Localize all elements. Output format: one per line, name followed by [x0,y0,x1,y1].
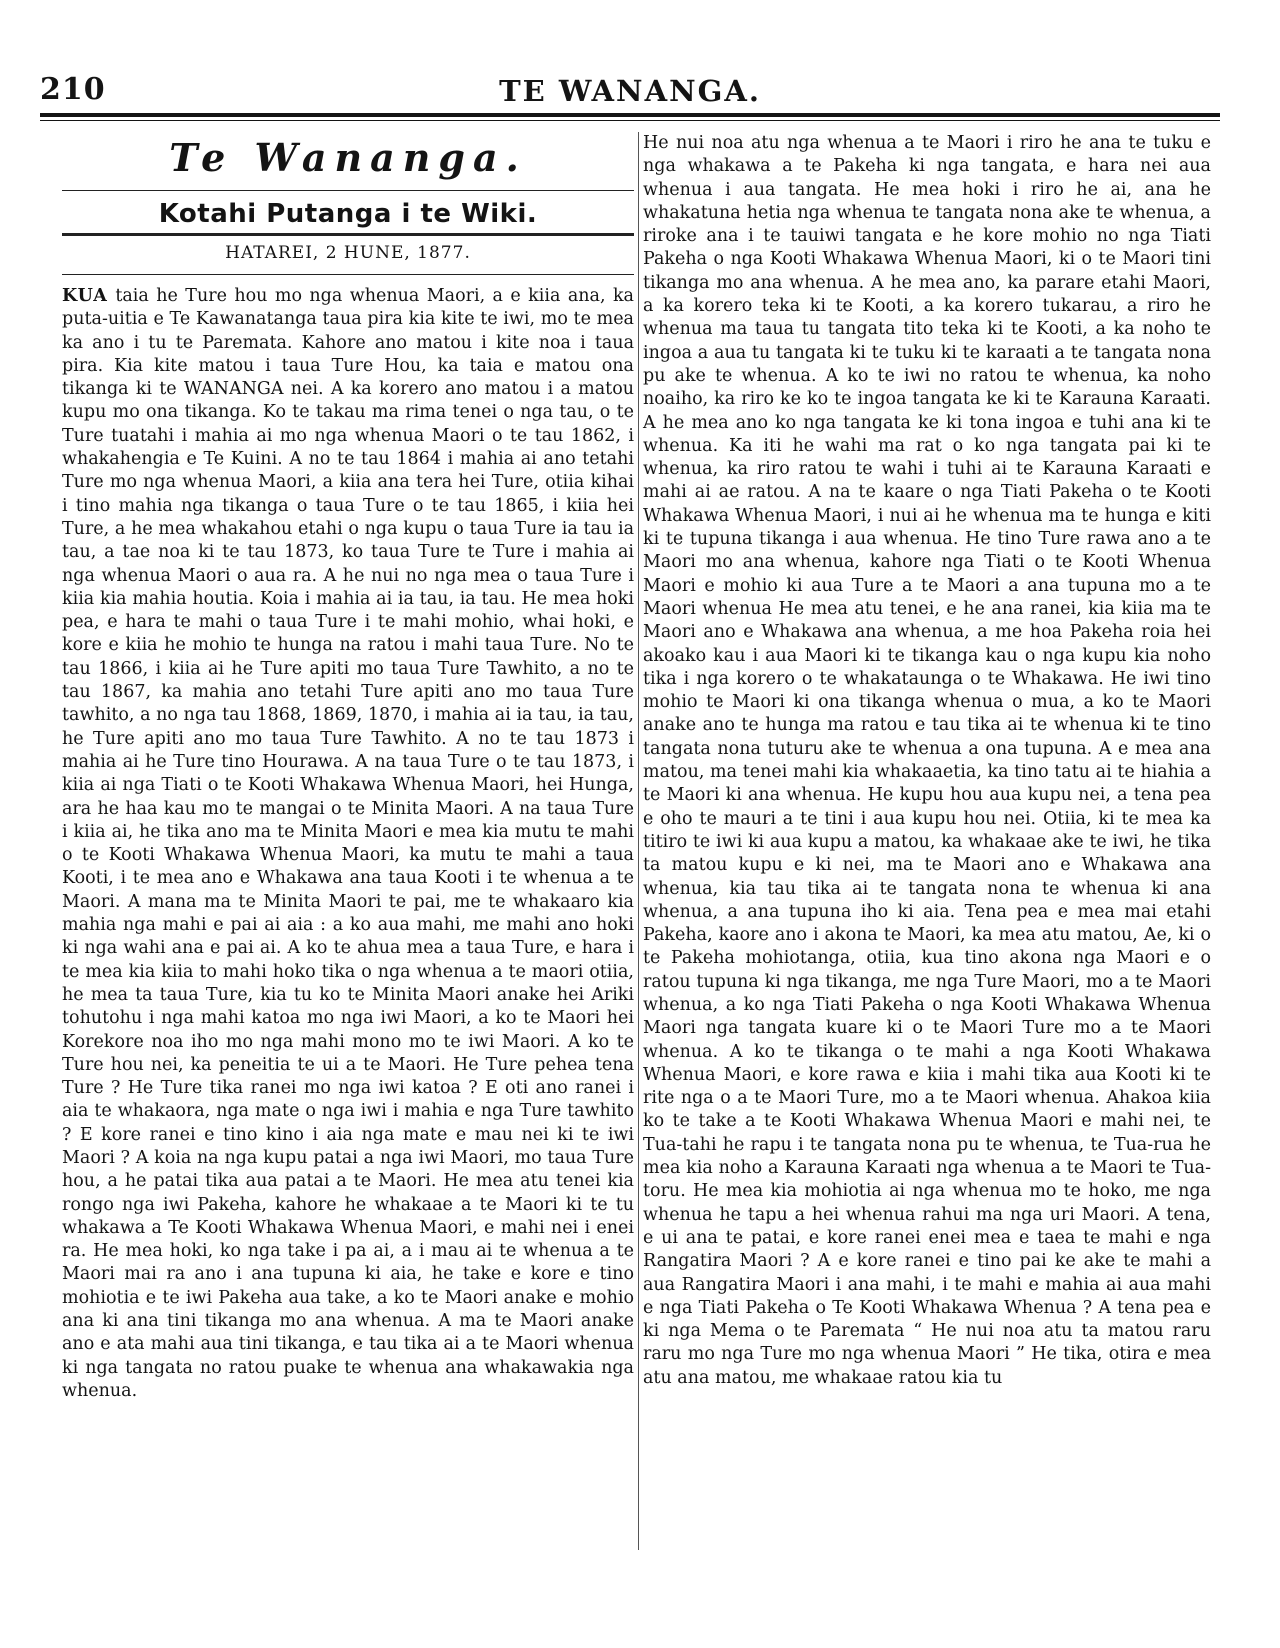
lead-word: KUA [62,286,108,306]
subtitle-rule [62,233,634,236]
issue-date: HATAREI, 2 HUNE, 1877. [225,243,471,263]
header-rule-thick [40,113,1220,117]
editorial-text-left [62,285,634,1403]
column-divider [638,132,639,1550]
masthead-rule [62,190,634,191]
page-number: 210 [40,72,106,107]
left-column [62,132,634,1403]
right-column [643,132,1211,1390]
date-rule [62,274,634,275]
editorial-text-right: He nui noa atu nga whenua a te Maori i riro he ana te tuku e nga whakawa a te Pakeha ki nga tangata, e hara nei aua whenua i aua tangata. He mea hoki i riro he ai, ana he whakatuna hetia nga whenua te tangata nona ake te whenua, a riroke ana i te tauiwi tangata e he kore mohio no nga Tiati Pakeha o nga Kooti Whakawa Whenua Maori, ki o te Maori tini tikanga mo ana whenua. A he mea ano, ka parare etahi Maori, a ka korero teka ki te Kooti, a ka korero tukarau, a riro he whenua ma taua tu tangata tito teka ki te Kooti, a ka noho te ingoa a aua tu tangata ki te tuku ki te karaati a te tangata nona pu ake te whenua. A ko te iwi no ratou te whenua, ka noho noaiho, ka riro ke ko te ingoa tangata ke ki te Karauna Karaati. A he mea ano ko nga tangata ke ki tona ingoa e tuhi ana ki te whenua. Ka iti he wahi ma rat o ko nga tangata pai ki te whenua, ka riro ratou te wahi i tuhi ai te Karauna Karaati e mahi ai ae ratou. A na te kaare o nga Tiati Pakeha o te Kooti Whakawa Whenua Maori, i nui ai he whenua ma te hunga e kiti ki te tupuna tikanga i aua whenua. He tino Ture rawa ano a te Maori mo ana whenua, kahore nga Tiati o te Kooti Whenua Maori e mohio ki aua Ture a te Maori a ana tupuna mo a te Maori whenua He mea atu tenei, e he ana ranei, kia kiia ma te Maori ano e Whakawa ana whenua, a me hoa Pakeha roia hei akoako kau i aua Maori ki te tikanga kau o nga kupu kia noho tika i nga korero o te whakataunga o te Whakawa. He iwi tino mohio te Maori ki ona tikanga whenua o mua, a ko te Maori anake ano te hunga ma ratou e tau tika ai te whenua ki te tino tangata nona tuturu ake te whenua a ona tupuna. A e mea ana matou, ma tenei mahi kia whakaaetia, ka tino tatu ai te hiahia a te Maori ki ana whenua. He kupu hou aua kupu nei, a tena pea e oho te mauri a te tini i aua kupu hou nei. Otiia, ki te mea ka titiro te iwi ki aua kupu a matou, ka whakaae ake te iwi, he tika ta matou kupu e ki nei, ma te Maori ano e Whakawa ana whenua, kia tau tika ai te tangata nona te whenua ki ana whenua, a ana tupuna iho ki aia. Tena pea e mea mai etahi Pakeha, kaore ano i akona te Maori, ka mea atu matou, Ae, ki o te Pakeha mohiotanga, otiia, kua tino akona nga Maori e o ratou tupuna ki nga tikanga, me nga Ture Maori, mo a te Maori whenua, a ko nga Tiati Pakeha o nga Kooti Whakawa Whenua Maori nga tangata kuare ki o te Maori Ture mo a te Maori whenua. A ko te tikanga o te mahi a nga Kooti Whakawa Whenua Maori, e kore rawa e kiia i mahi tika aua Kooti ki te rite nga o a te Maori Ture, mo a te Maori whenua. Ahakoa kiia ko te take a te Kooti Whakawa Whenua Maori e mahi nei, te Tua-tahi he rapu i te tangata nona pu te whenua, te Tua-rua he mea kia noho a Karauna Karaati nga whenua a te Maori te Tua-toru. He mea kia mohiotia ai nga whenua mo te hoko, me nga whenua he tapu a hei whenua rahui ma nga uri Maori. A tena, e ui ana te patai, e kore ranei enei mea e taea te mahi e nga Rangatira Maori ? A e kore ranei e tino pai ke ake te mahi a aua Rangatira Maori i ana mahi, i te mahi e mahia ai aua mahi e nga Tiati Pakeha o Te Kooti Whakawa Whenua ? A tena pea e ki nga Mema o te Paremata “ He nui noa atu ta matou raru raru mo nga Ture mo nga whenua Maori ” He tika, otira e mea atu ana matou, me whakaae ratou kia tu [643,133,1211,1388]
header-rule-thin [40,120,1220,121]
editorial-body-left: taia he Ture hou mo nga whenua Maori, a e kiia ana, ka puta-uitia e Te Kawanatanga taua pira kia kite te iwi, mo te mea ka ano i tu te Paremata. Kahore ano matou i kite noa i taua pira. Kia kite matou i taua Ture Hou, ka taia e matou ona tikanga ki te WANANGA nei. A ka korero ano matou i a matou kupu mo ona tikanga. Ko te takau ma rima tenei o nga tau, o te Ture tuatahi i mahia ai mo nga whenua Maori o te tau 1862, i whakahengia e Te Kuini. A no te tau 1864 i mahia ai ano tetahi Ture mo nga whenua Maori, a kiia ana tera hei Ture, otiia kihai i tino mahia nga tikanga o taua Ture o te tau 1865, i kiia hei Ture, a he mea whakahou etahi o nga kupu o taua Ture ia tau ia tau, a tae noa ki te tau 1873, ko taua Ture te Ture i mahia ai nga whenua Maori o aua ra. A he nui no nga mea o taua Ture i kiia kia mahia houtia. Koia i mahia ai ia tau, ia tau. He mea hoki pea, e hara te mahi o taua Ture i te mahi mohio, whai hoki, e kore e kiia he mohio te hunga na ratou i mahi taua Ture. No te tau 1866, i kiia ai he Ture apiti mo taua Ture Tawhito, a no te tau 1867, ka mahia ano tetahi Ture apiti ano mo taua Ture tawhito, a no nga tau 1868, 1869, 1870, i mahia ai ia tau, ia tau, he Ture apiti ano mo taua Ture Tawhito. A no te tau 1873 i mahia ai he Ture tino Hourawa. A na taua Ture o te tau 1873, i kiia ai nga Tiati o te Kooti Whakawa Whenua Maori, hei Hunga, ara he haa kau mo te mangai o te Minita Maori. A na taua Ture i kiia ai, he tika ano ma te Minita Maori e mea kia mutu te mahi o te Kooti Whakawa Whenua Maori, ka mutu te mahi a taua Kooti, i te mea ano e Whakawa ana taua Kooti i te whenua a te Maori. A mana ma te Minita Maori te pai, me te whakaaro kia mahia nga mahi e pai ai aia : a ko aua mahi, me mahi ano hoki ki nga wahi ana e pai ai. A ko te ahua mea a taua Ture, e hara i te mea kia kiia to mahi hoko tika o nga whenua a te maori otiia, he mea ta taua Ture, kia tu ko te Minita Maori anake hei Ariki tohutohu i nga mahi katoa mo nga iwi Maori, a ko te Maori hei Korekore noa iho mo nga mahi mono mo te iwi Maori. A ko te Ture hou nei, ka peneitia te ui a te Maori. He Ture pehea tena Ture ? He Ture tika ranei mo nga iwi katoa ? E oti ano ranei i aia te whakaora, nga mate o nga iwi i mahia e nga Ture tawhito ? E kore ranei e tino kino i aia nga mate e mau nei ki te iwi Maori ? A koia na nga kupu patai a nga iwi Maori, mo taua Ture hou, a he patai tika aua patai a te Maori. He mea atu tenei kia rongo nga iwi Pakeha, kahore he whakaae a te Maori ki te tu whakawa a Te Kooti Whakawa Whenua Maori, e mahi nei i enei ra. He mea hoki, ko nga take i pa ai, a i mau ai te whenua a te Maori mai ra ano i ana tupuna ki aia, he take e kore e tino mohiotia e te iwi Pakeha aua take, a ko te Maori anake e mohio ana ki ana tini tikanga mo ana whenua. A ma te Maori anake ano e ata mahi aua tini tikanga, e tau tika ai a te Maori whenua ki nga tangata no ratou puake te whenua ana whakawakia nga whenua. [62,286,634,1401]
masthead-subtitle: Kotahi Putanga i te Wiki. [158,199,538,229]
newspaper-title: TE WANANGA. [499,74,761,108]
masthead-title: Te Wananga. [169,135,527,180]
page-header [40,72,1220,116]
